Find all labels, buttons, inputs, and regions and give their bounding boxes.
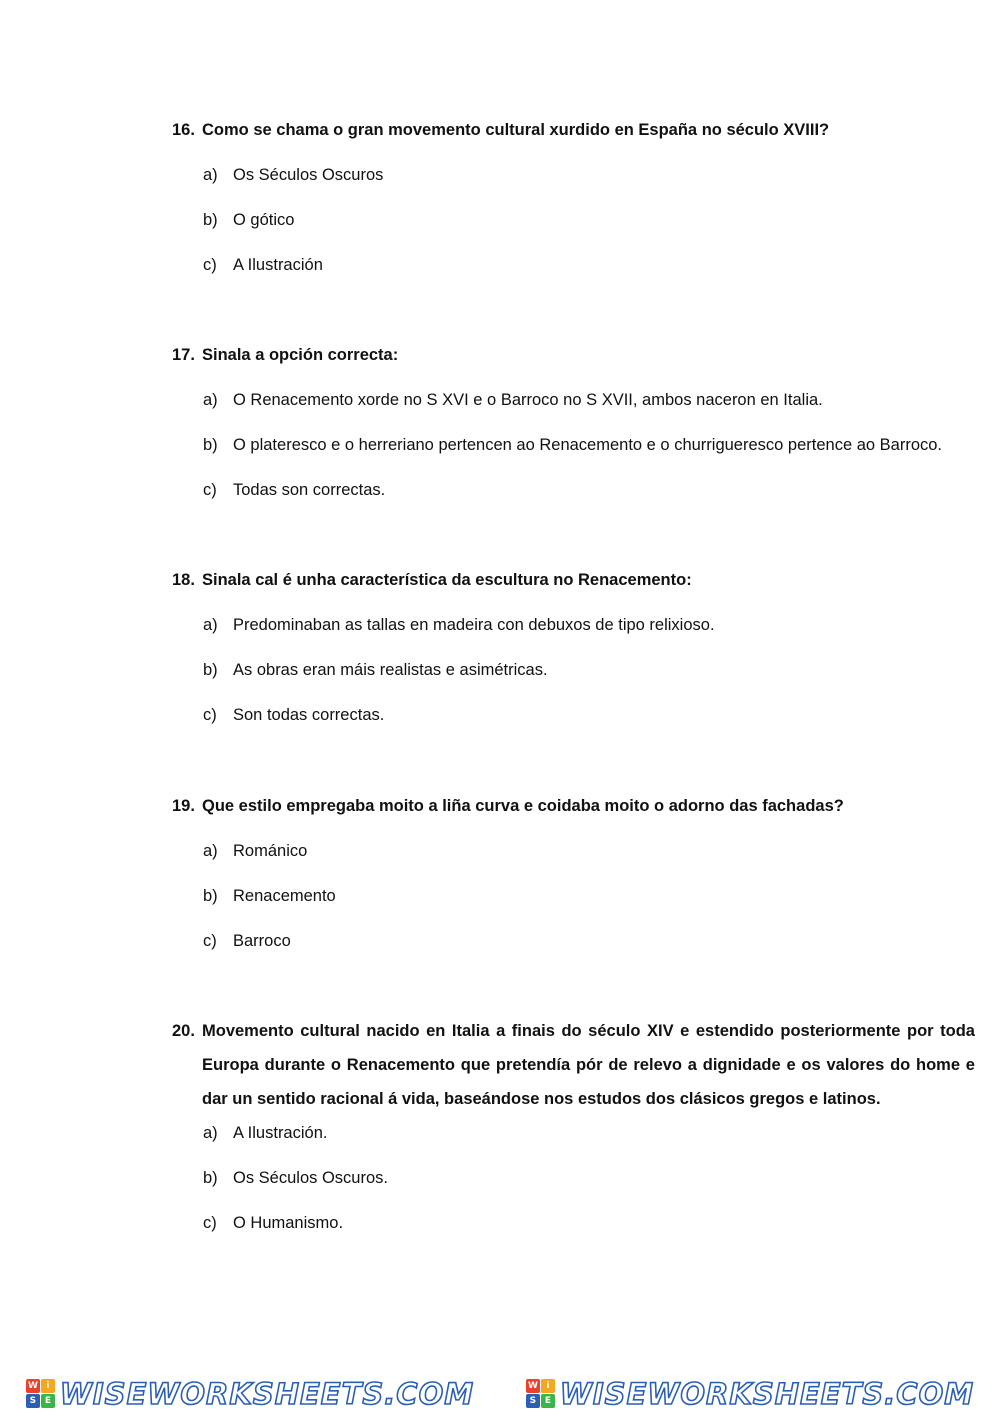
option-a[interactable] — [203, 834, 975, 868]
option-text: O plateresco e o herreriano pertencen ao Renacemento e o churrigueresco pertence ao Barroco. — [233, 436, 943, 454]
question-text: Movemento cultural nacido en Italia a finais do século XIV e estendido posteriormente por toda Europa durante o Renacemento que pretendía pór de relevo a dignidade e os valores do home e dar un sentido racional á vida, baseándose nos estudos dos clásicos gregos e latinos. — [202, 1022, 975, 1108]
option-text: Os Séculos Oscuros — [233, 166, 384, 184]
brand-text: WISEWORKSHEETS.COM — [59, 1376, 475, 1411]
option-letter: a) — [203, 391, 218, 409]
option-letter: b) — [203, 1169, 218, 1187]
option-text: Románico — [233, 842, 308, 860]
question-stem — [172, 113, 975, 147]
option-text: A Ilustración — [233, 256, 323, 274]
option-c[interactable] — [203, 698, 975, 732]
question-text: Sinala cal é unha característica da escultura no Renacemento: — [202, 571, 692, 589]
logo-cell: W — [26, 1379, 40, 1393]
logo-cell: i — [41, 1379, 55, 1393]
logo-cell: S — [26, 1394, 40, 1408]
question-19 — [172, 789, 975, 969]
option-b[interactable] — [203, 879, 975, 913]
option-text: Todas son correctas. — [233, 481, 386, 499]
logo-cell: W — [526, 1379, 540, 1393]
question-stem — [172, 789, 975, 823]
option-text: Predominaban as tallas en madeira con debuxos de tipo relixioso. — [233, 616, 715, 634]
option-text: Barroco — [233, 932, 291, 950]
question-number: 20. — [172, 1022, 195, 1040]
option-letter: b) — [203, 887, 218, 905]
brand-watermark — [26, 1377, 474, 1411]
option-c[interactable] — [203, 1206, 975, 1240]
brand-text: WISEWORKSHEETS.COM — [559, 1376, 975, 1411]
logo-cell: E — [41, 1394, 55, 1408]
option-a[interactable] — [203, 158, 975, 192]
option-list — [172, 383, 975, 507]
question-stem — [172, 1014, 975, 1116]
question-20 — [172, 1014, 975, 1251]
option-letter: c) — [203, 256, 217, 274]
option-list — [172, 158, 975, 282]
option-a[interactable] — [203, 1116, 975, 1150]
option-letter: b) — [203, 211, 218, 229]
option-letter: c) — [203, 481, 217, 499]
option-letter: a) — [203, 1124, 218, 1142]
question-16 — [172, 113, 975, 293]
option-text: A Ilustración. — [233, 1124, 328, 1142]
option-text: O Humanismo. — [233, 1214, 344, 1232]
option-list — [172, 1116, 975, 1240]
option-a[interactable] — [203, 383, 975, 417]
option-text: O Renacemento xorde no S XVI e o Barroco no S XVII, ambos naceron en Italia. — [233, 391, 823, 409]
option-b[interactable] — [203, 428, 975, 462]
option-letter: a) — [203, 842, 218, 860]
option-letter: b) — [203, 661, 218, 679]
question-17 — [172, 338, 975, 518]
option-c[interactable] — [203, 473, 975, 507]
option-b[interactable] — [203, 1161, 975, 1195]
option-letter: c) — [203, 706, 217, 724]
brand-watermark — [526, 1377, 974, 1411]
question-text: Como se chama o gran movemento cultural xurdido en España no século XVIII? — [202, 121, 830, 139]
option-list — [172, 608, 975, 732]
question-text: Que estilo empregaba moito a liña curva e coidaba moito o adorno das fachadas? — [202, 797, 844, 815]
logo-cell: E — [541, 1394, 555, 1408]
brand-logo-icon — [26, 1379, 55, 1408]
option-letter: b) — [203, 436, 218, 454]
option-letter: c) — [203, 932, 217, 950]
option-c[interactable] — [203, 248, 975, 282]
question-text: Sinala a opción correcta: — [202, 346, 399, 364]
option-letter: a) — [203, 616, 218, 634]
logo-cell: S — [526, 1394, 540, 1408]
option-text: Son todas correctas. — [233, 706, 385, 724]
question-number: 17. — [172, 346, 195, 364]
question-stem — [172, 563, 975, 597]
question-18 — [172, 563, 975, 743]
option-text: O gótico — [233, 211, 295, 229]
question-number: 19. — [172, 797, 195, 815]
option-text: As obras eran máis realistas e asimétricas. — [233, 661, 548, 679]
option-letter: a) — [203, 166, 218, 184]
question-number: 18. — [172, 571, 195, 589]
option-letter: c) — [203, 1214, 217, 1232]
question-number: 16. — [172, 121, 195, 139]
option-text: Os Séculos Oscuros. — [233, 1169, 388, 1187]
brand-logo-icon — [526, 1379, 555, 1408]
logo-cell: i — [541, 1379, 555, 1393]
option-b[interactable] — [203, 203, 975, 237]
option-list — [172, 834, 975, 958]
question-stem — [172, 338, 975, 372]
footer-watermark — [0, 1374, 1000, 1413]
option-text: Renacemento — [233, 887, 336, 905]
option-b[interactable] — [203, 653, 975, 687]
option-c[interactable] — [203, 924, 975, 958]
option-a[interactable] — [203, 608, 975, 642]
